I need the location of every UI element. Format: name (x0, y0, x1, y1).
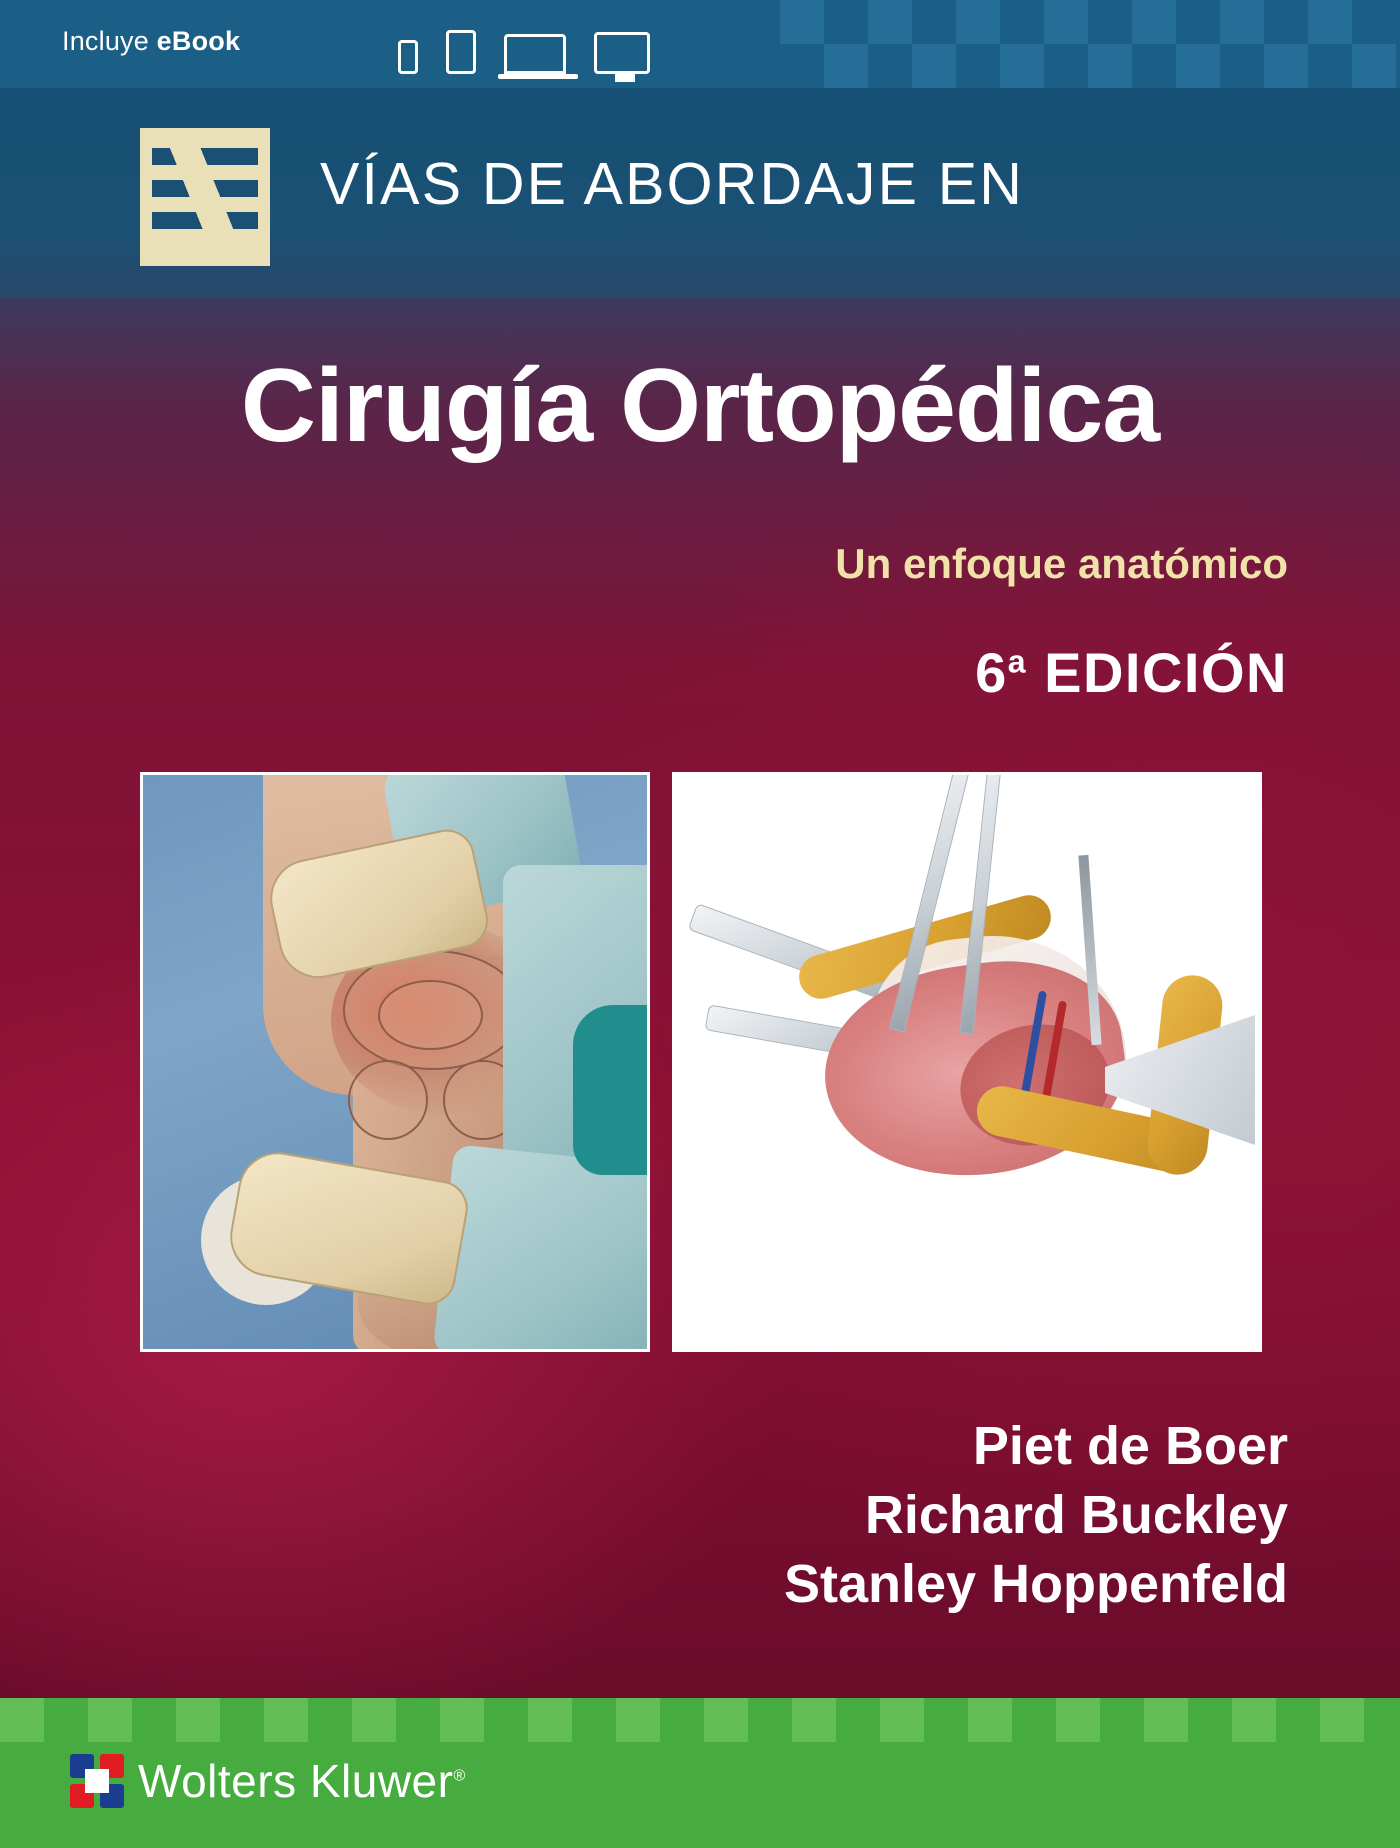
ebook-banner (0, 0, 1400, 88)
publisher-band (0, 1698, 1400, 1848)
ebook-label (62, 26, 240, 57)
author-name: Richard Buckley (864, 1485, 1288, 1546)
wolters-kluwer-mark-icon (70, 1754, 124, 1808)
ebook-label-prefix: Incluye (62, 26, 157, 56)
desktop-icon (594, 32, 650, 74)
publisher-name-text: Wolters Kluwer (138, 1755, 454, 1807)
author-list (784, 1412, 1288, 1619)
laptop-icon (504, 34, 566, 74)
tablet-icon (446, 30, 476, 74)
wolters-kluwer-logo-icon (70, 1754, 466, 1808)
page-title: Cirugía Ortopédica (240, 348, 1160, 464)
device-icon-group (398, 18, 650, 74)
edition-ordinal: a (1007, 643, 1028, 680)
ebook-label-bold: eBook (156, 26, 241, 56)
surgical-approach-closeup-illustration (672, 772, 1262, 1352)
author-name: Stanley Hoppenfeld (783, 1554, 1288, 1615)
phone-icon (398, 40, 418, 74)
lww-logo-icon (140, 128, 270, 266)
surgeons-hands-pelvis-illustration (140, 772, 650, 1352)
publisher-name (138, 1754, 466, 1808)
author-name: Piet de Boer (972, 1416, 1288, 1476)
edition-label (0, 640, 1400, 705)
edition-word: EDICIÓN (1044, 641, 1288, 704)
checker-pattern-decoration (780, 0, 1400, 88)
edition-number: 6 (975, 641, 1008, 704)
checker-pattern-decoration (0, 1698, 1400, 1742)
series-title: VÍAS DE ABORDAJE EN (320, 151, 1025, 217)
subtitle: Un enfoque anatómico (835, 540, 1288, 587)
registered-mark: ® (453, 1767, 466, 1785)
